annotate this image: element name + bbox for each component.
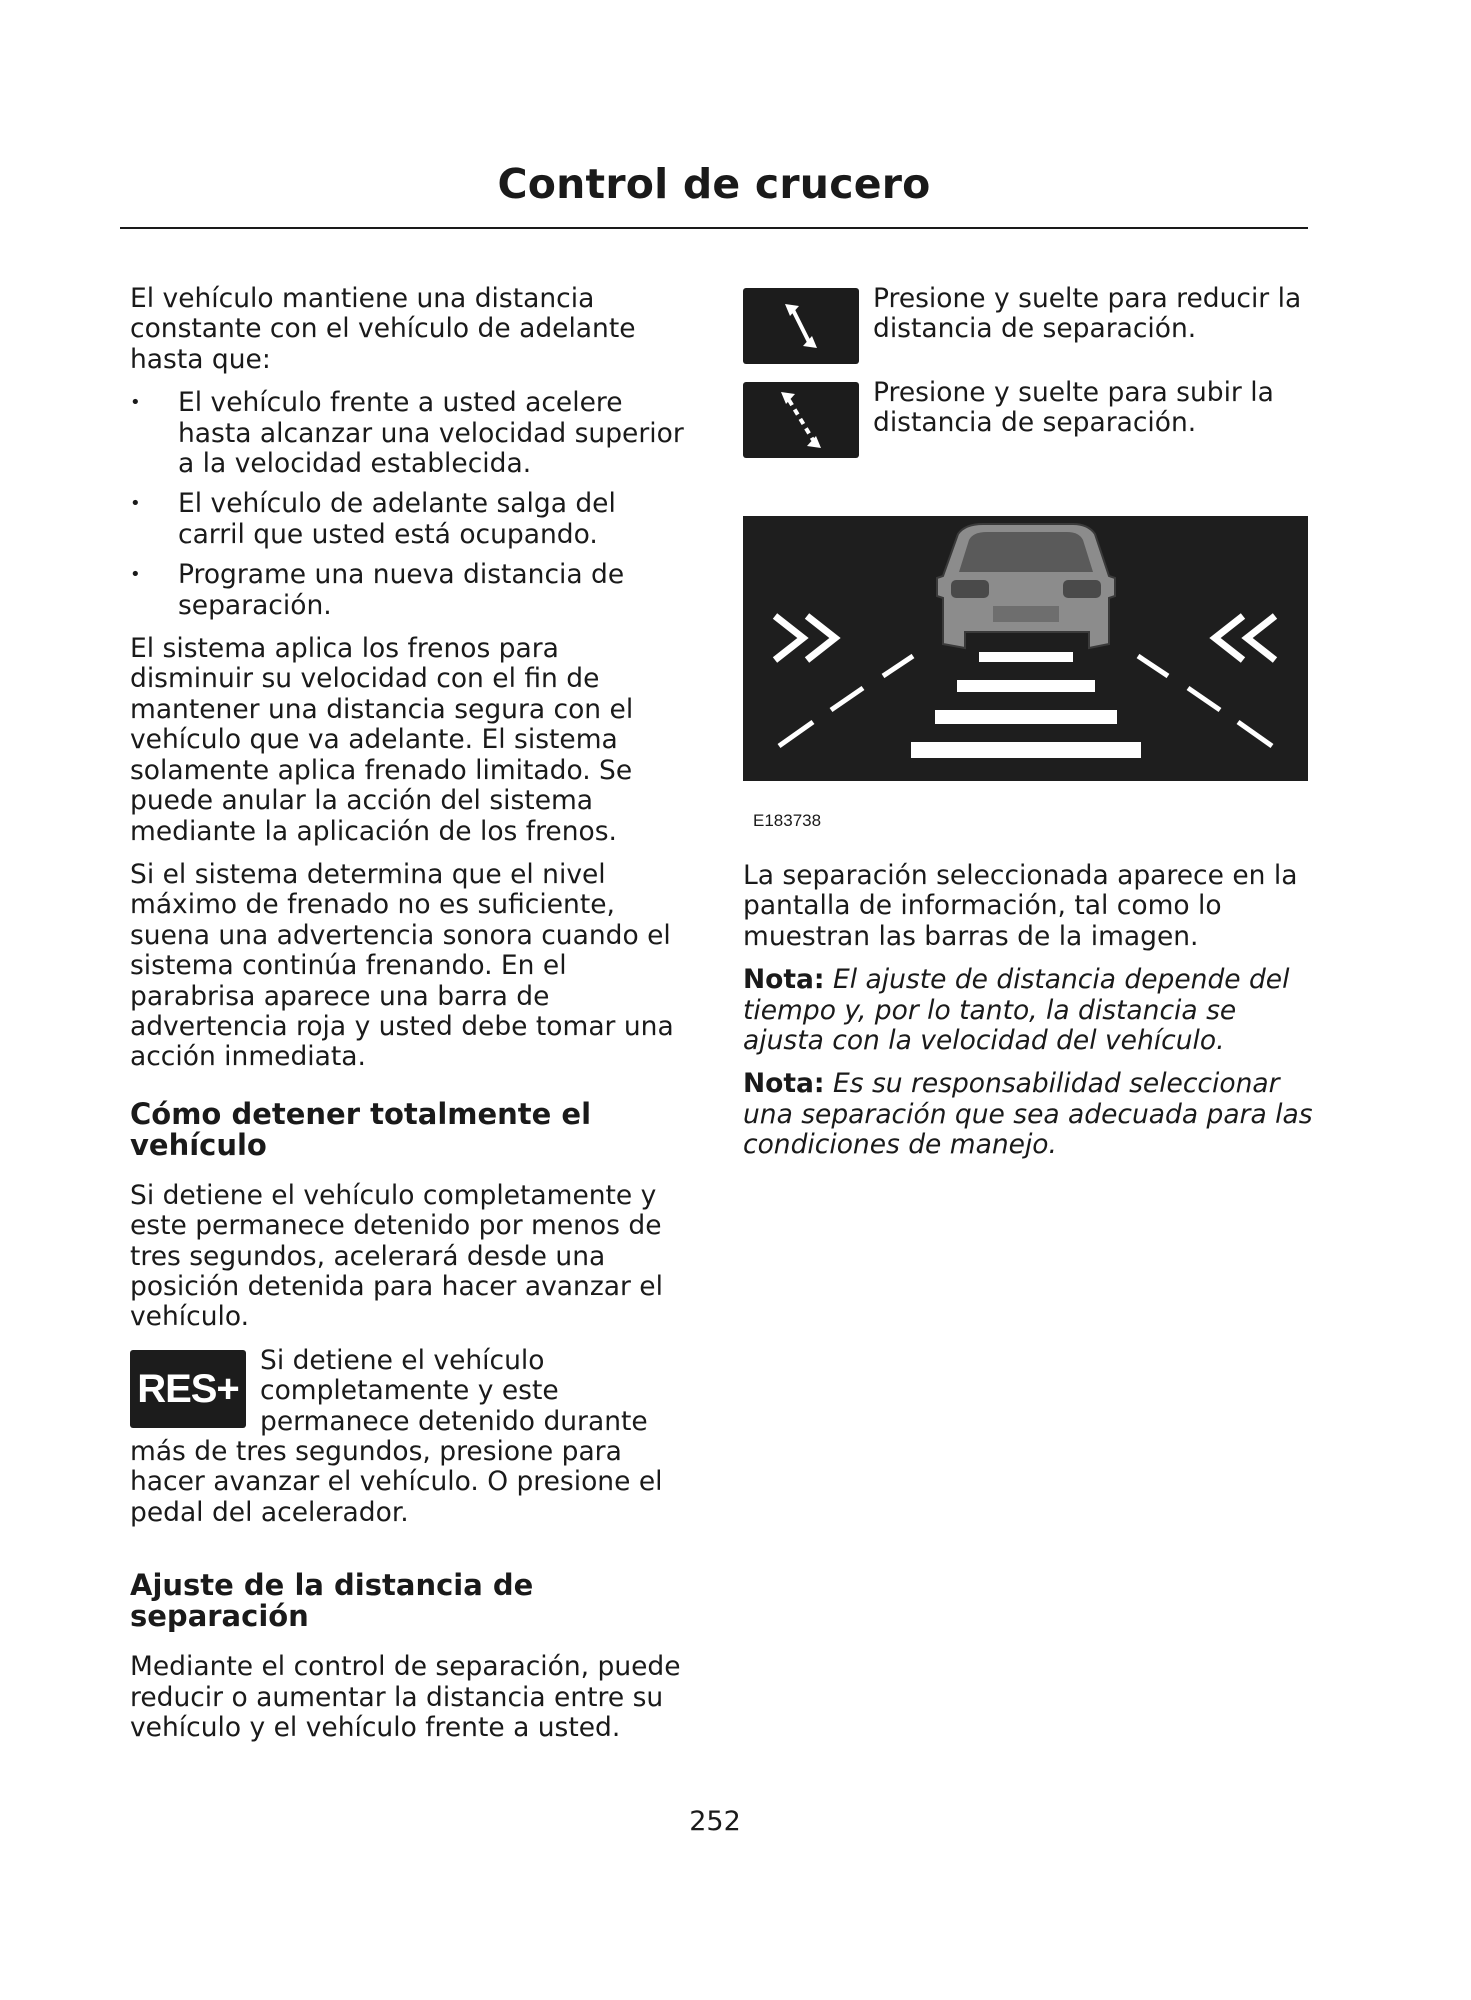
gap-display-illustration: [743, 516, 1308, 781]
intro-paragraph: El vehículo mantiene una distancia constante con el vehículo de adelante hasta que:: [130, 283, 636, 375]
right-column: [743, 284, 1313, 1174]
condition-list: [130, 388, 685, 621]
left-column: [130, 284, 685, 1756]
figure-id: E183738: [753, 811, 822, 830]
note-2: [743, 1069, 1313, 1160]
list-item: • El vehículo de adelante salga del carril que usted está ocupando.: [130, 489, 685, 550]
display-paragraph: La separación seleccionada aparece en la pantalla de información, tal como lo muestran las barras de la imagen.: [743, 860, 1298, 952]
gap-decrease-text: Presione y suelte para reducir la distancia de separación.: [873, 283, 1302, 345]
note-label: Nota:: [743, 1068, 825, 1100]
res-paragraph: Si detiene el vehículo completamente y este permanece detenido durante más de tres segundos, presione para hacer avanzar el vehículo. O presione el pedal del acelerador.: [130, 1345, 663, 1528]
res-plus-button-icon: RES+: [130, 1350, 246, 1428]
note-text: Es su responsabilidad seleccionar una separación que sea adecuada para las condiciones de manejo.: [743, 1068, 1313, 1161]
gap-increase-text: Presione y suelte para subir la distancia de separación.: [873, 377, 1274, 439]
gap-paragraph: Mediante el control de separación, puede reducir o aumentar la distancia entre su vehículo y el vehículo frente a usted.: [130, 1651, 681, 1744]
note-label: Nota:: [743, 964, 825, 996]
section-heading-gap: Ajuste de la distancia de separación: [130, 1568, 534, 1634]
stop-paragraph: Si detiene el vehículo completamente y este permanece detenido por menos de tres segundos, acelerará desde una posición detenida para hacer avanzar el vehículo.: [130, 1179, 663, 1333]
note-1: [743, 965, 1313, 1056]
list-item: • El vehículo frente a usted acelere hasta alcanzar una velocidad superior a la velocidad establecida.: [130, 388, 685, 479]
lead-car-icon: [937, 524, 1115, 648]
list-item: • Programe una nueva distancia de separación.: [130, 560, 685, 621]
gap-increase-icon: [743, 382, 859, 458]
section-heading-stop: Cómo detener totalmente el vehículo: [130, 1096, 592, 1162]
gap-increase-row: [743, 378, 1313, 458]
warning-paragraph: Si el sistema determina que el nivel máximo de frenado no es suficiente, suena una advertencia sonora cuando el sistema continúa frenando. En el parabrisa aparece una barra de advertencia roja y usted debe tomar una acción inmediata.: [130, 858, 674, 1073]
gap-decrease-icon: [743, 288, 859, 364]
page-title: Control de crucero: [497, 160, 931, 208]
title-rule: [120, 227, 1308, 229]
note-text: El ajuste de distancia depende del tiempo y, por lo tanto, la distancia se ajusta con la velocidad del vehículo.: [743, 964, 1290, 1057]
gap-decrease-row: [743, 284, 1313, 364]
page-number: 252: [689, 1806, 741, 1837]
brakes-paragraph: El sistema aplica los frenos para disminuir su velocidad con el fin de mantener una distancia segura con el vehículo que va adelante. El sistema solamente aplica frenado limitado. Se puede anular la acción del sistema mediante la aplicación de los frenos.: [130, 633, 634, 847]
res-instruction: [130, 1346, 685, 1528]
